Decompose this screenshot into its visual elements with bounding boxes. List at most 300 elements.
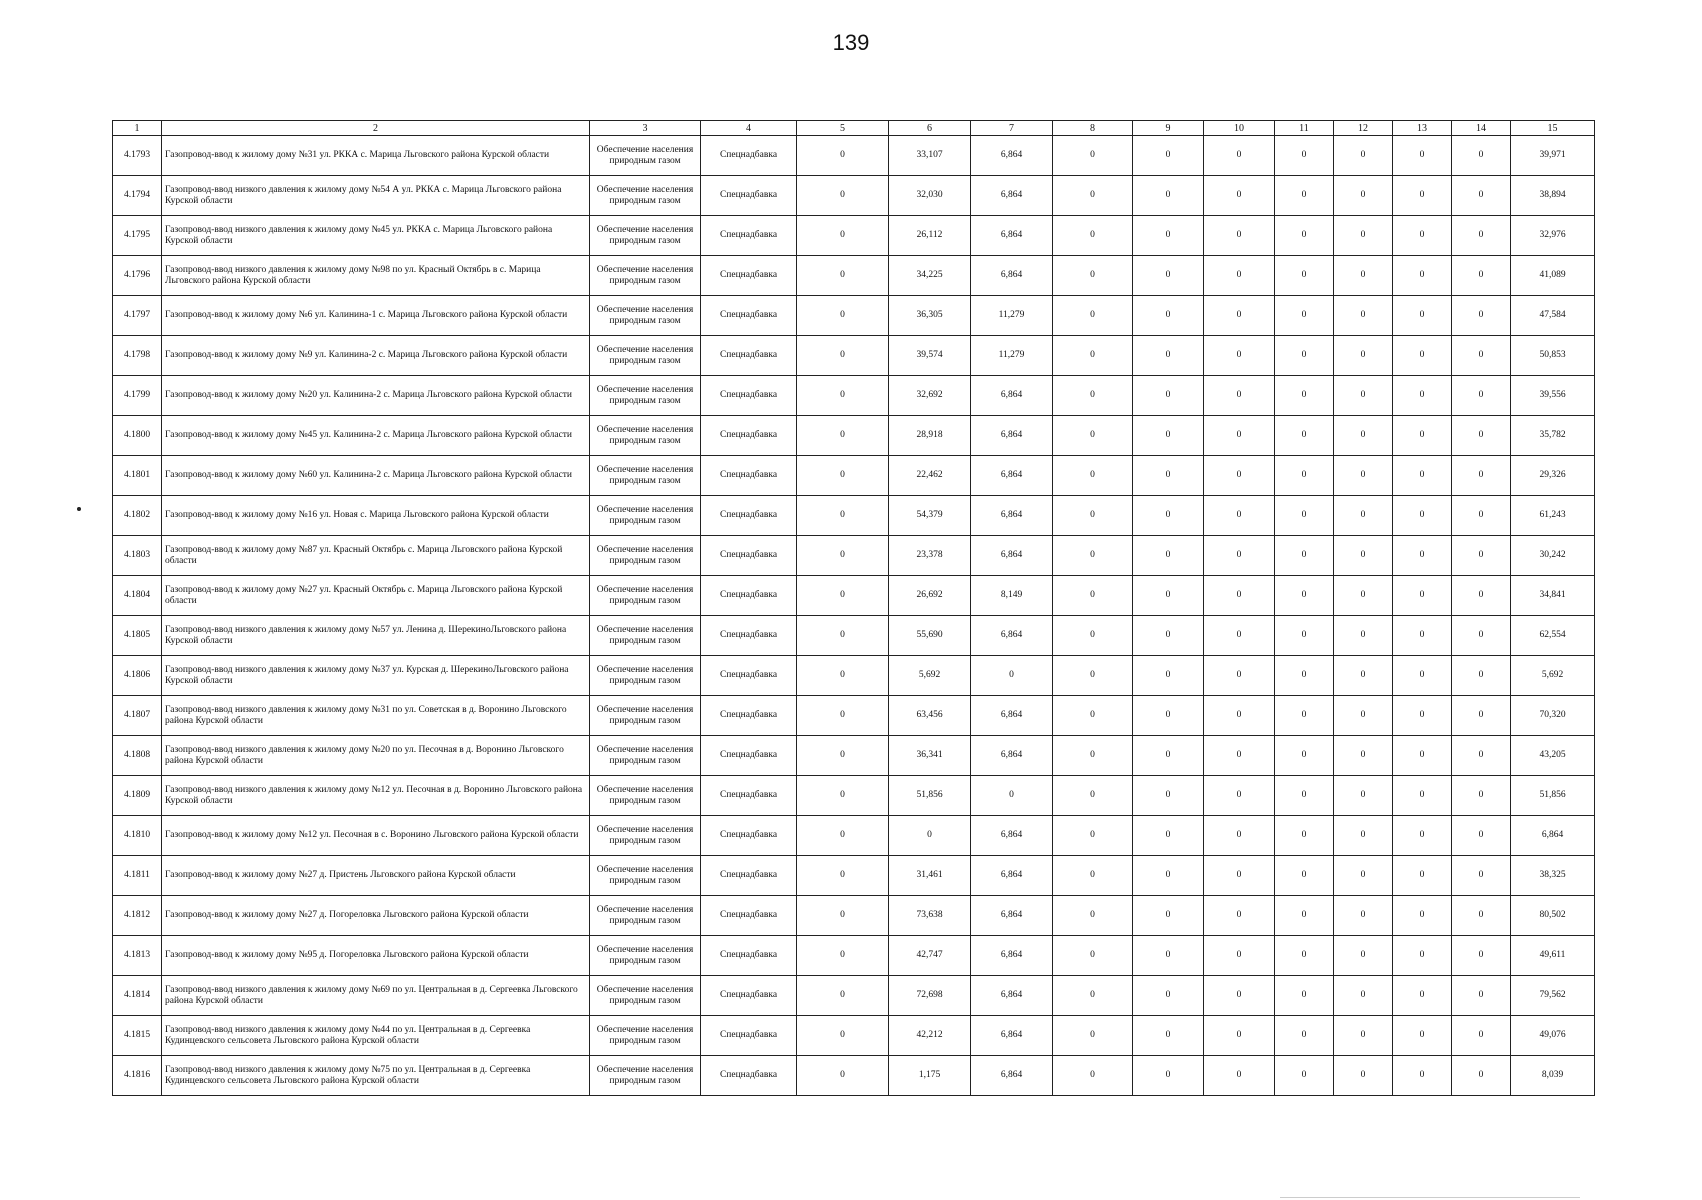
value-cell: 80,502 [1511, 896, 1595, 936]
value-cell: 0 [1275, 976, 1334, 1016]
value-cell: 0 [1053, 936, 1133, 976]
column-header: 8 [1053, 121, 1133, 136]
row-number: 4.1798 [113, 336, 162, 376]
funding-source: Спецнадбавка [701, 656, 797, 696]
column-header: 5 [797, 121, 889, 136]
value-cell: 0 [1452, 416, 1511, 456]
value-cell: 0 [1334, 736, 1393, 776]
value-cell: 0 [1452, 216, 1511, 256]
value-cell: 0 [1204, 176, 1275, 216]
value-cell: 6,864 [971, 856, 1053, 896]
value-cell: 0 [1452, 856, 1511, 896]
value-cell: 0 [1334, 296, 1393, 336]
value-cell: 28,918 [889, 416, 971, 456]
value-cell: 0 [1204, 216, 1275, 256]
value-cell: 0 [1275, 816, 1334, 856]
funding-source: Спецнадбавка [701, 896, 797, 936]
value-cell: 0 [1053, 376, 1133, 416]
funding-source: Спецнадбавка [701, 616, 797, 656]
value-cell: 0 [1452, 616, 1511, 656]
value-cell: 6,864 [971, 456, 1053, 496]
value-cell: 0 [797, 416, 889, 456]
funding-source: Спецнадбавка [701, 536, 797, 576]
value-cell: 0 [1393, 296, 1452, 336]
value-cell: 0 [1275, 336, 1334, 376]
value-cell: 0 [1053, 736, 1133, 776]
value-cell: 0 [1275, 456, 1334, 496]
value-cell: 0 [1275, 1016, 1334, 1056]
purpose: Обеспечение населения природным газом [590, 456, 701, 496]
object-name: Газопровод-ввод к жилому дому №87 ул. Красный Октябрь с. Марица Льговского района Курской области [162, 536, 590, 576]
funding-source: Спецнадбавка [701, 736, 797, 776]
purpose: Обеспечение населения природным газом [590, 656, 701, 696]
value-cell: 0 [1393, 656, 1452, 696]
value-cell: 0 [797, 216, 889, 256]
value-cell: 0 [1452, 496, 1511, 536]
value-cell: 0 [1334, 176, 1393, 216]
value-cell: 0 [1133, 696, 1204, 736]
value-cell: 0 [1133, 616, 1204, 656]
purpose: Обеспечение населения природным газом [590, 216, 701, 256]
table-row [113, 136, 1595, 176]
value-cell: 0 [1334, 896, 1393, 936]
table-row [113, 816, 1595, 856]
value-cell: 0 [1334, 776, 1393, 816]
value-cell: 79,562 [1511, 976, 1595, 1016]
value-cell: 0 [1452, 896, 1511, 936]
value-cell: 6,864 [971, 496, 1053, 536]
value-cell: 0 [1204, 896, 1275, 936]
value-cell: 0 [1452, 976, 1511, 1016]
value-cell: 0 [1133, 376, 1204, 416]
value-cell: 0 [1393, 1056, 1452, 1096]
value-cell: 51,856 [1511, 776, 1595, 816]
value-cell: 0 [1334, 696, 1393, 736]
value-cell: 0 [971, 776, 1053, 816]
table-row [113, 216, 1595, 256]
table-row [113, 576, 1595, 616]
value-cell: 0 [797, 896, 889, 936]
value-cell: 26,692 [889, 576, 971, 616]
value-cell: 51,856 [889, 776, 971, 816]
value-cell: 0 [1133, 976, 1204, 1016]
value-cell: 35,782 [1511, 416, 1595, 456]
value-cell: 70,320 [1511, 696, 1595, 736]
table-row [113, 736, 1595, 776]
value-cell: 0 [1275, 136, 1334, 176]
value-cell: 0 [1053, 416, 1133, 456]
purpose: Обеспечение населения природным газом [590, 1016, 701, 1056]
row-number: 4.1796 [113, 256, 162, 296]
value-cell: 0 [797, 736, 889, 776]
object-name: Газопровод-ввод к жилому дому №16 ул. Новая с. Марица Льговского района Курской области [162, 496, 590, 536]
value-cell: 0 [797, 336, 889, 376]
purpose: Обеспечение населения природным газом [590, 976, 701, 1016]
value-cell: 0 [797, 856, 889, 896]
value-cell: 0 [1133, 1056, 1204, 1096]
table-row [113, 416, 1595, 456]
value-cell: 6,864 [971, 376, 1053, 416]
value-cell: 0 [1204, 816, 1275, 856]
value-cell: 0 [1053, 136, 1133, 176]
value-cell: 54,379 [889, 496, 971, 536]
value-cell: 0 [1275, 856, 1334, 896]
value-cell: 0 [1452, 656, 1511, 696]
value-cell: 30,242 [1511, 536, 1595, 576]
table-row [113, 1056, 1595, 1096]
value-cell: 11,279 [971, 296, 1053, 336]
purpose: Обеспечение населения природным газом [590, 296, 701, 336]
value-cell: 0 [1275, 776, 1334, 816]
object-name: Газопровод-ввод к жилому дому №27 д. Погореловка Льговского района Курской области [162, 896, 590, 936]
column-header: 4 [701, 121, 797, 136]
object-name: Газопровод-ввод к жилому дому №95 д. Погореловка Льговского района Курской области [162, 936, 590, 976]
value-cell: 36,341 [889, 736, 971, 776]
value-cell: 0 [1133, 296, 1204, 336]
table-row [113, 976, 1595, 1016]
table-row [113, 536, 1595, 576]
purpose: Обеспечение населения природным газом [590, 536, 701, 576]
value-cell: 6,864 [971, 1056, 1053, 1096]
value-cell: 42,747 [889, 936, 971, 976]
column-header: 14 [1452, 121, 1511, 136]
value-cell: 0 [797, 776, 889, 816]
purpose: Обеспечение населения природным газом [590, 496, 701, 536]
value-cell: 0 [1334, 976, 1393, 1016]
column-header: 12 [1334, 121, 1393, 136]
funding-source: Спецнадбавка [701, 376, 797, 416]
funding-source: Спецнадбавка [701, 576, 797, 616]
value-cell: 6,864 [971, 896, 1053, 936]
value-cell: 0 [1053, 776, 1133, 816]
row-number: 4.1810 [113, 816, 162, 856]
value-cell: 6,864 [971, 616, 1053, 656]
value-cell: 0 [1275, 896, 1334, 936]
purpose: Обеспечение населения природным газом [590, 856, 701, 896]
column-header: 13 [1393, 121, 1452, 136]
value-cell: 0 [1053, 896, 1133, 936]
object-name: Газопровод-ввод к жилому дому №60 ул. Калинина-2 с. Марица Льговского района Курской области [162, 456, 590, 496]
value-cell: 0 [1275, 576, 1334, 616]
funding-source: Спецнадбавка [701, 176, 797, 216]
value-cell: 0 [1393, 376, 1452, 416]
value-cell: 0 [1053, 496, 1133, 536]
value-cell: 0 [1393, 136, 1452, 176]
scan-edge-line [1280, 1197, 1580, 1198]
funding-source: Спецнадбавка [701, 696, 797, 736]
value-cell: 0 [797, 176, 889, 216]
object-name: Газопровод-ввод к жилому дому №6 ул. Калинина-1 с. Марица Льговского района Курской области [162, 296, 590, 336]
table-row [113, 256, 1595, 296]
value-cell: 33,107 [889, 136, 971, 176]
value-cell: 0 [1053, 256, 1133, 296]
value-cell: 0 [1133, 576, 1204, 616]
table-row [113, 1016, 1595, 1056]
value-cell: 0 [1334, 856, 1393, 896]
value-cell: 0 [1452, 456, 1511, 496]
value-cell: 0 [1204, 736, 1275, 776]
row-number: 4.1813 [113, 936, 162, 976]
value-cell: 0 [1133, 216, 1204, 256]
value-cell: 73,638 [889, 896, 971, 936]
scan-artifact-dot [77, 507, 81, 511]
value-cell: 0 [1393, 616, 1452, 656]
object-name: Газопровод-ввод низкого давления к жилому дому №20 по ул. Песочная в д. Воронино Льговского района Курской области [162, 736, 590, 776]
value-cell: 0 [1275, 616, 1334, 656]
value-cell: 0 [1393, 936, 1452, 976]
value-cell: 55,690 [889, 616, 971, 656]
value-cell: 0 [1393, 176, 1452, 216]
value-cell: 6,864 [971, 1016, 1053, 1056]
value-cell: 0 [1204, 856, 1275, 896]
value-cell: 6,864 [971, 976, 1053, 1016]
value-cell: 39,971 [1511, 136, 1595, 176]
purpose: Обеспечение населения природным газом [590, 776, 701, 816]
row-number: 4.1799 [113, 376, 162, 416]
column-header: 11 [1275, 121, 1334, 136]
object-name: Газопровод-ввод к жилому дому №45 ул. Калинина-2 с. Марица Льговского района Курской области [162, 416, 590, 456]
value-cell: 6,864 [971, 736, 1053, 776]
value-cell: 0 [1275, 736, 1334, 776]
value-cell: 0 [1133, 136, 1204, 176]
funding-source: Спецнадбавка [701, 816, 797, 856]
funding-source: Спецнадбавка [701, 456, 797, 496]
value-cell: 0 [1334, 656, 1393, 696]
value-cell: 0 [1204, 976, 1275, 1016]
funding-source: Спецнадбавка [701, 1056, 797, 1096]
purpose: Обеспечение населения природным газом [590, 816, 701, 856]
value-cell: 0 [1204, 576, 1275, 616]
value-cell: 0 [1053, 456, 1133, 496]
row-number: 4.1809 [113, 776, 162, 816]
funding-source: Спецнадбавка [701, 776, 797, 816]
value-cell: 0 [1133, 1016, 1204, 1056]
object-name: Газопровод-ввод к жилому дому №27 д. Пристень Льговского района Курской области [162, 856, 590, 896]
value-cell: 0 [1204, 256, 1275, 296]
value-cell: 0 [1275, 936, 1334, 976]
value-cell: 6,864 [971, 216, 1053, 256]
value-cell: 0 [1053, 856, 1133, 896]
value-cell: 34,225 [889, 256, 971, 296]
row-number: 4.1811 [113, 856, 162, 896]
object-name: Газопровод-ввод низкого давления к жилому дому №12 ул. Песочная в д. Воронино Льговского района Курской области [162, 776, 590, 816]
value-cell: 0 [1275, 176, 1334, 216]
value-cell: 0 [1334, 136, 1393, 176]
value-cell: 5,692 [1511, 656, 1595, 696]
value-cell: 0 [1204, 376, 1275, 416]
value-cell: 39,574 [889, 336, 971, 376]
value-cell: 0 [1393, 216, 1452, 256]
value-cell: 0 [1053, 216, 1133, 256]
value-cell: 0 [1393, 456, 1452, 496]
value-cell: 0 [1053, 696, 1133, 736]
table-row [113, 616, 1595, 656]
value-cell: 0 [1053, 176, 1133, 216]
row-number: 4.1807 [113, 696, 162, 736]
value-cell: 0 [1334, 376, 1393, 416]
value-cell: 0 [1393, 776, 1452, 816]
funding-source: Спецнадбавка [701, 136, 797, 176]
funding-source: Спецнадбавка [701, 1016, 797, 1056]
object-name: Газопровод-ввод низкого давления к жилому дому №69 по ул. Центральная в д. Сергеевка Льговского района Курской области [162, 976, 590, 1016]
purpose: Обеспечение населения природным газом [590, 136, 701, 176]
value-cell: 0 [1334, 336, 1393, 376]
row-number: 4.1795 [113, 216, 162, 256]
value-cell: 0 [797, 496, 889, 536]
column-header: 7 [971, 121, 1053, 136]
object-name: Газопровод-ввод низкого давления к жилому дому №45 ул. РККА с. Марица Льговского района Курской области [162, 216, 590, 256]
value-cell: 32,976 [1511, 216, 1595, 256]
value-cell: 0 [1393, 696, 1452, 736]
row-number: 4.1808 [113, 736, 162, 776]
value-cell: 0 [1393, 336, 1452, 376]
value-cell: 0 [1053, 1056, 1133, 1096]
column-header: 2 [162, 121, 590, 136]
value-cell: 0 [1334, 536, 1393, 576]
value-cell: 23,378 [889, 536, 971, 576]
value-cell: 0 [1334, 1016, 1393, 1056]
value-cell: 0 [1133, 416, 1204, 456]
value-cell: 0 [1133, 776, 1204, 816]
table-row [113, 176, 1595, 216]
value-cell: 61,243 [1511, 496, 1595, 536]
value-cell: 0 [1393, 416, 1452, 456]
funding-source: Спецнадбавка [701, 256, 797, 296]
value-cell: 0 [797, 616, 889, 656]
value-cell: 0 [797, 656, 889, 696]
value-cell: 0 [1053, 976, 1133, 1016]
value-cell: 0 [1393, 896, 1452, 936]
row-number: 4.1806 [113, 656, 162, 696]
object-name: Газопровод-ввод низкого давления к жилому дому №37 ул. Курская д. ШерекиноЛьговского района Курской области [162, 656, 590, 696]
value-cell: 0 [1204, 456, 1275, 496]
value-cell: 0 [797, 816, 889, 856]
object-name: Газопровод-ввод к жилому дому №20 ул. Калинина-2 с. Марица Льговского района Курской области [162, 376, 590, 416]
value-cell: 1,175 [889, 1056, 971, 1096]
value-cell: 0 [1334, 1056, 1393, 1096]
purpose: Обеспечение населения природным газом [590, 616, 701, 656]
value-cell: 0 [1275, 496, 1334, 536]
value-cell: 0 [1452, 176, 1511, 216]
value-cell: 0 [1275, 376, 1334, 416]
table-row [113, 696, 1595, 736]
table-row [113, 896, 1595, 936]
row-number: 4.1816 [113, 1056, 162, 1096]
value-cell: 0 [1393, 976, 1452, 1016]
funding-source: Спецнадбавка [701, 976, 797, 1016]
value-cell: 0 [1393, 536, 1452, 576]
value-cell: 0 [1275, 536, 1334, 576]
value-cell: 0 [1204, 776, 1275, 816]
value-cell: 0 [1452, 816, 1511, 856]
funding-source: Спецнадбавка [701, 296, 797, 336]
value-cell: 32,692 [889, 376, 971, 416]
value-cell: 49,611 [1511, 936, 1595, 976]
column-header: 10 [1204, 121, 1275, 136]
value-cell: 26,112 [889, 216, 971, 256]
table-row [113, 456, 1595, 496]
value-cell: 50,853 [1511, 336, 1595, 376]
value-cell: 0 [1334, 496, 1393, 536]
value-cell: 62,554 [1511, 616, 1595, 656]
table-header [113, 121, 1595, 136]
value-cell: 0 [1133, 256, 1204, 296]
value-cell: 0 [1393, 856, 1452, 896]
value-cell: 49,076 [1511, 1016, 1595, 1056]
value-cell: 0 [1133, 496, 1204, 536]
object-name: Газопровод-ввод к жилому дому №27 ул. Красный Октябрь с. Марица Льговского района Курской области [162, 576, 590, 616]
funding-source: Спецнадбавка [701, 336, 797, 376]
value-cell: 0 [1452, 296, 1511, 336]
value-cell: 29,326 [1511, 456, 1595, 496]
purpose: Обеспечение населения природным газом [590, 936, 701, 976]
value-cell: 0 [1204, 536, 1275, 576]
value-cell: 0 [1133, 896, 1204, 936]
object-name: Газопровод-ввод низкого давления к жилому дому №98 по ул. Красный Октябрь в с. Марица Льговского района Курской области [162, 256, 590, 296]
value-cell: 0 [1393, 736, 1452, 776]
value-cell: 0 [1053, 656, 1133, 696]
purpose: Обеспечение населения природным газом [590, 736, 701, 776]
value-cell: 0 [1133, 936, 1204, 976]
row-number: 4.1800 [113, 416, 162, 456]
table-row [113, 856, 1595, 896]
value-cell: 0 [797, 256, 889, 296]
value-cell: 38,894 [1511, 176, 1595, 216]
value-cell: 0 [1334, 416, 1393, 456]
value-cell: 0 [1133, 736, 1204, 776]
value-cell: 0 [1452, 536, 1511, 576]
value-cell: 0 [1452, 936, 1511, 976]
table-row [113, 776, 1595, 816]
column-header: 1 [113, 121, 162, 136]
funding-source: Спецнадбавка [701, 216, 797, 256]
row-number: 4.1803 [113, 536, 162, 576]
value-cell: 0 [889, 816, 971, 856]
value-cell: 6,864 [1511, 816, 1595, 856]
value-cell: 0 [1334, 456, 1393, 496]
value-cell: 0 [1275, 416, 1334, 456]
column-header: 3 [590, 121, 701, 136]
value-cell: 0 [1452, 776, 1511, 816]
row-number: 4.1802 [113, 496, 162, 536]
value-cell: 0 [1204, 616, 1275, 656]
object-name: Газопровод-ввод низкого давления к жилому дому №75 по ул. Центральная в д. Сергеевка Кудинцевского сельсовета Льговского района Курской области [162, 1056, 590, 1096]
object-name: Газопровод-ввод низкого давления к жилому дому №54 А ул. РККА с. Марица Льговского района Курской области [162, 176, 590, 216]
value-cell: 0 [1133, 816, 1204, 856]
value-cell: 0 [1275, 656, 1334, 696]
value-cell: 0 [1053, 296, 1133, 336]
value-cell: 36,305 [889, 296, 971, 336]
table-row [113, 336, 1595, 376]
value-cell: 0 [1275, 696, 1334, 736]
object-name: Газопровод-ввод низкого давления к жилому дому №57 ул. Ленина д. ШерекиноЛьговского района Курской области [162, 616, 590, 656]
value-cell: 0 [1334, 216, 1393, 256]
value-cell: 0 [1133, 176, 1204, 216]
purpose: Обеспечение населения природным газом [590, 376, 701, 416]
value-cell: 0 [1452, 576, 1511, 616]
value-cell: 0 [1393, 1016, 1452, 1056]
value-cell: 8,039 [1511, 1056, 1595, 1096]
register-table [112, 120, 1595, 1096]
value-cell: 0 [797, 976, 889, 1016]
value-cell: 34,841 [1511, 576, 1595, 616]
value-cell: 0 [1334, 256, 1393, 296]
value-cell: 0 [1452, 376, 1511, 416]
value-cell: 47,584 [1511, 296, 1595, 336]
value-cell: 0 [1053, 616, 1133, 656]
value-cell: 5,692 [889, 656, 971, 696]
value-cell: 8,149 [971, 576, 1053, 616]
